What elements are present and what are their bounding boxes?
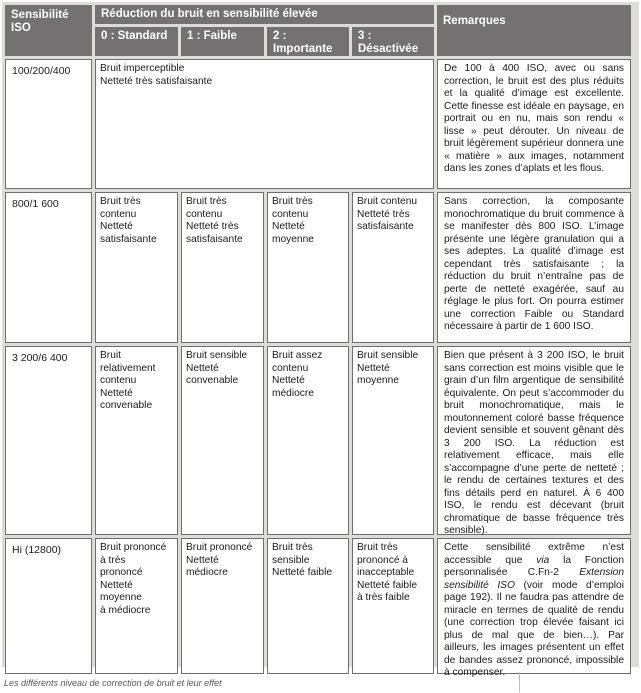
header-col-faible: 1 : Faible bbox=[181, 27, 264, 56]
remark-cell: Cette sensibilité extrême n’est accessible que via la Fonction personnalisée C.Fn-2 Extension sensibilité ISO (voir mode d’emploi page 192). Il ne faudra pas attendre de miracle en termes de qualité de rendu (une correction trop élevée faisant ici plus de mal que de bien…). Par ailleurs, les images présentent un effet de bandes assez prononcé, impossible à compenser. bbox=[437, 538, 631, 674]
iso-cell: Hi (12800) bbox=[5, 538, 92, 674]
remark-cell: De 100 à 400 ISO, avec ou sans correction, le bruit est des plus réduits et la qualité d’image est excellente. Cette finesse est idéale en paysage, en portrait ou en nu, mais son rendu « lisse » peut dérouter. Un niveau de bruit légèrement supérieur donnera une « matière » aux images, notamment dans les zones d’aplats et les flous. bbox=[437, 59, 631, 189]
result-cell: Bruit assez contenu Netteté médiocre bbox=[267, 346, 349, 535]
result-cell: Bruit très contenu Netteté très satisfaisante bbox=[181, 192, 264, 343]
iso-cell: 100/200/400 bbox=[5, 59, 92, 189]
table-row bbox=[5, 346, 631, 535]
table-row bbox=[5, 538, 631, 674]
header-noise-reduction: Réduction du bruit en sensibilité élevée bbox=[95, 5, 434, 24]
result-cell: Bruit sensible Netteté convenable bbox=[181, 346, 264, 535]
header-col-standard: 0 : Standard bbox=[95, 27, 178, 56]
header-col-desactivee: 3 : Désactivée bbox=[352, 27, 434, 56]
result-cell: Bruit contenu Netteté très satisfaisante bbox=[352, 192, 434, 343]
caption-divider bbox=[519, 672, 520, 692]
remark-cell: Bien que présent à 3 200 ISO, le bruit sans correction est moins visible que le grain d’un film argentique de sensibilité équivalente. On peut s’accommoder du bruit monochromatique, mais le moutonnement coloré basse fréquence devient sensible et souvent gênant dès 3 200 ISO. La réduction est relativement efficace, mais elle s’accompagne d’une perte de netteté ; le rendu de certaines textures et des fins détails perd en naturel. À 6 400 ISO, le rendu est décevant (bruit chromatique de basse fréquence très sensible). bbox=[437, 346, 631, 535]
table-row bbox=[5, 59, 631, 189]
header-iso: Sensibilité ISO bbox=[5, 5, 92, 56]
iso-cell: 800/1 600 bbox=[5, 192, 92, 343]
result-cell: Bruit prononcé à très prononcé Netteté moyenne à médiocre bbox=[95, 538, 178, 674]
header-col-importante: 2 : Importante bbox=[267, 27, 349, 56]
header-remarks: Remarques bbox=[437, 5, 631, 56]
result-cell: Bruit sensible Netteté moyenne bbox=[352, 346, 434, 535]
table-caption: Les différents niveau de correction de bruit et leur effet bbox=[4, 678, 222, 688]
result-cell: Bruit prononcé Netteté médiocre bbox=[181, 538, 264, 674]
result-cell: Bruit très prononcé à inacceptable Netteté faible à très faible bbox=[352, 538, 434, 674]
iso-cell: 3 200/6 400 bbox=[5, 346, 92, 535]
result-cell: Bruit très contenu Netteté moyenne bbox=[267, 192, 349, 343]
table-row bbox=[5, 192, 631, 343]
result-cell: Bruit très sensible Netteté faible bbox=[267, 538, 349, 674]
result-cell: Bruit très contenu Netteté satisfaisante bbox=[95, 192, 178, 343]
noise-table-panel bbox=[2, 2, 639, 678]
remark-cell: Sans correction, la composante monochromatique du bruit commence à se manifester dès 800 ISO. L’image présente une légère granulation qui a ses adeptes. La qualité d’image est cependant très satisfaisante ; la réduction du bruit n’entraîne pas de perte de netteté exagérée, sauf au réglage le plus fort. On pourra estimer une correction Faible ou Standard nécessaire à partir de 1 600 ISO. bbox=[437, 192, 631, 343]
result-cell: Bruit relativement contenu Netteté convenable bbox=[95, 346, 178, 535]
merged-result-cell: Bruit imperceptible Netteté très satisfaisante bbox=[95, 59, 434, 189]
noise-reduction-table bbox=[2, 2, 634, 677]
